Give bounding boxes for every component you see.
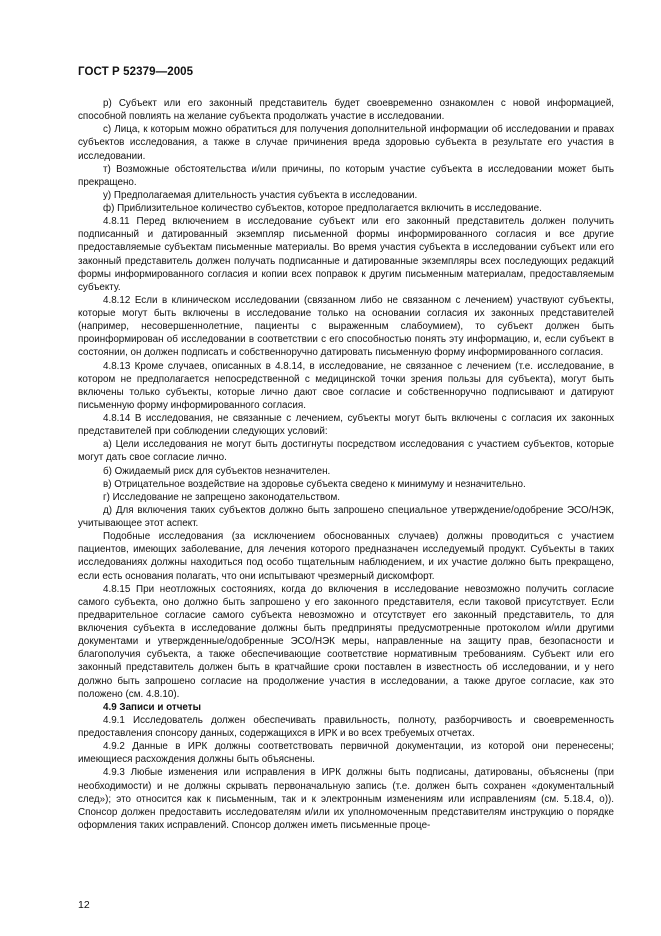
paragraph-4-8-11: 4.8.11 Перед включением в исследование субъект или его законный представитель должен получить подписанный и датированный экземпляр письменной формы информированного согласия и все другие предоставляемые субъектам письменные материалы. Во время участия субъекта в исследовании субъект или его законный представитель должен получать подписанные и датированные экземпляры всех последующих редакций формы информированного согласия и копии всех поправок к другим письменным материалам, предоставляемым субъекту. [78,216,614,293]
paragraph-4-8-12: 4.8.12 Если в клиническом исследовании (связанном либо не связанном с лечением) участвуют субъекты, которые могут быть включены в исследование только на основании согласия их законных представителей (например, несовершеннолетние, пациенты с выраженным слабоумием), то субъект должен быть проинформирован об исследовании в соответствии с его способностью понять эту информацию, и, если субъект в состоянии, он должен подписать и собственноручно датировать письменную форму информированного согласия. [78,294,614,359]
page-number: 12 [78,899,90,911]
paragraph-4-9-1: 4.9.1 Исследователь должен обеспечивать правильность, полноту, разборчивость и своевременность предоставления спонсору данных, содержащихся в ИРК и во всех требуемых отчетах. [78,714,614,739]
paragraph-r: р) Субъект или его законный представитель будет своевременно ознакомлен с новой информацией, способной повлиять на желание субъекта продолжать участие в исследовании. [78,98,614,123]
paragraph-t: т) Возможные обстоятельства и/или причины, по которым участие субъекта в исследовании может быть прекращено. [78,163,614,188]
paragraph-4-8-14: 4.8.14 В исследования, не связанные с лечением, субъекты могут быть включены с согласия их законных представителей при соблюдении следующих условий: [78,413,614,438]
paragraph-u: у) Предполагаемая длительность участия субъекта в исследовании. [103,189,418,201]
section-heading-4-9: 4.9 Записи и отчеты [103,701,201,713]
paragraph-4-8-14-b: б) Ожидаемый риск для субъектов незначителен. [103,465,331,477]
paragraph-4-8-14-d: д) Для включения таких субъектов должно быть запрошено специальное утверждение/одобрение ЭСО/НЭК, учитывающее этот аспект. [78,504,614,529]
paragraph-4-9-2: 4.9.2 Данные в ИРК должны соответствовать первичной документации, из которой они перенесены; имеющиеся расхождения должны быть объяснены. [78,741,614,766]
paragraph-4-8-14-a: а) Цели исследования не могут быть достигнуты посредством исследования с участием субъектов, которые могут дать свое согласие лично. [78,439,614,464]
paragraph-4-8-14-g: г) Исследование не запрещено законодательством. [103,491,341,503]
paragraph-f: ф) Приблизительное количество субъектов, которое предполагается включить в исследование. [103,203,542,214]
paragraph-similar-studies: Подобные исследования (за исключением обоснованных случаев) должны проводиться с участием пациентов, имеющих заболевание, для лечения которого предназначен исследуемый продукт. Субъекты в таких исследованиях должны находиться под особо тщательным наблюдением, и их участие должно быть прекращено, если есть основания полагать, что они испытывают чрезмерный дискомфорт. [78,531,614,582]
document-header: ГОСТ Р 52379—2005 [78,66,194,78]
paragraph-4-8-15: 4.8.15 При неотложных состояниях, когда до включения в исследование невозможно получить согласие самого субъекта, оно должно быть запрошено у его законного представителя, если таковой присутствует. Если предварительное согласие самого субъекта невозможно и отсутствует его законный представитель, то для включения субъекта в исследование должны быть предприняты предусмотренные протоколом и/или другими документами и утвержденные/одобренные ЭСО/НЭК меры, направленные на защиту прав, безопасности и благополучия субъекта, а также обеспечивающие соответствие нормативным требованиям. Субъект или его законный представитель должен быть в кратчайшие сроки поставлен в известность об исследовании, и у него должно быть запрошено согласие на продолжение участия в исследовании, а также другое согласие, как это положено (см. 4.8.10). [78,583,614,700]
paragraph-4-9-3: 4.9.3 Любые изменения или исправления в ИРК должны быть подписаны, датированы, объяснены (при необходимости) и не должны скрывать первоначальную запись (т.е. должен быть сохранен «документальный след»); это относится как к письменным, так и к электронным изменениям или исправлениям (см. 5.18.4, о)). Спонсор должен предоставить исследователям и/или их уполномоченным представителям инструкцию о порядке оформления таких исправлений. Спонсор должен иметь письменные проце- [78,767,614,831]
paragraph-4-8-13: 4.8.13 Кроме случаев, описанных в 4.8.14, в исследование, не связанное с лечением (т.е. исследование, в котором не предполагается непосредственной с медицинской точки зрения пользы для субъекта), могут быть включены только субъекты, которые лично дают свое согласие и собственноручно подписывают и датируют письменную форму информированного согласия. [78,360,614,411]
paragraph-4-8-14-v: в) Отрицательное воздействие на здоровье субъекта сведено к минимуму и незначительно. [103,478,526,490]
paragraph-s: с) Лица, к которым можно обратиться для получения дополнительной информации об исследовании и правах субъектов исследования, а также в случае причинения вреда здоровью субъекта в результате его участия в исследовании. [78,124,614,162]
document-body [78,97,614,832]
